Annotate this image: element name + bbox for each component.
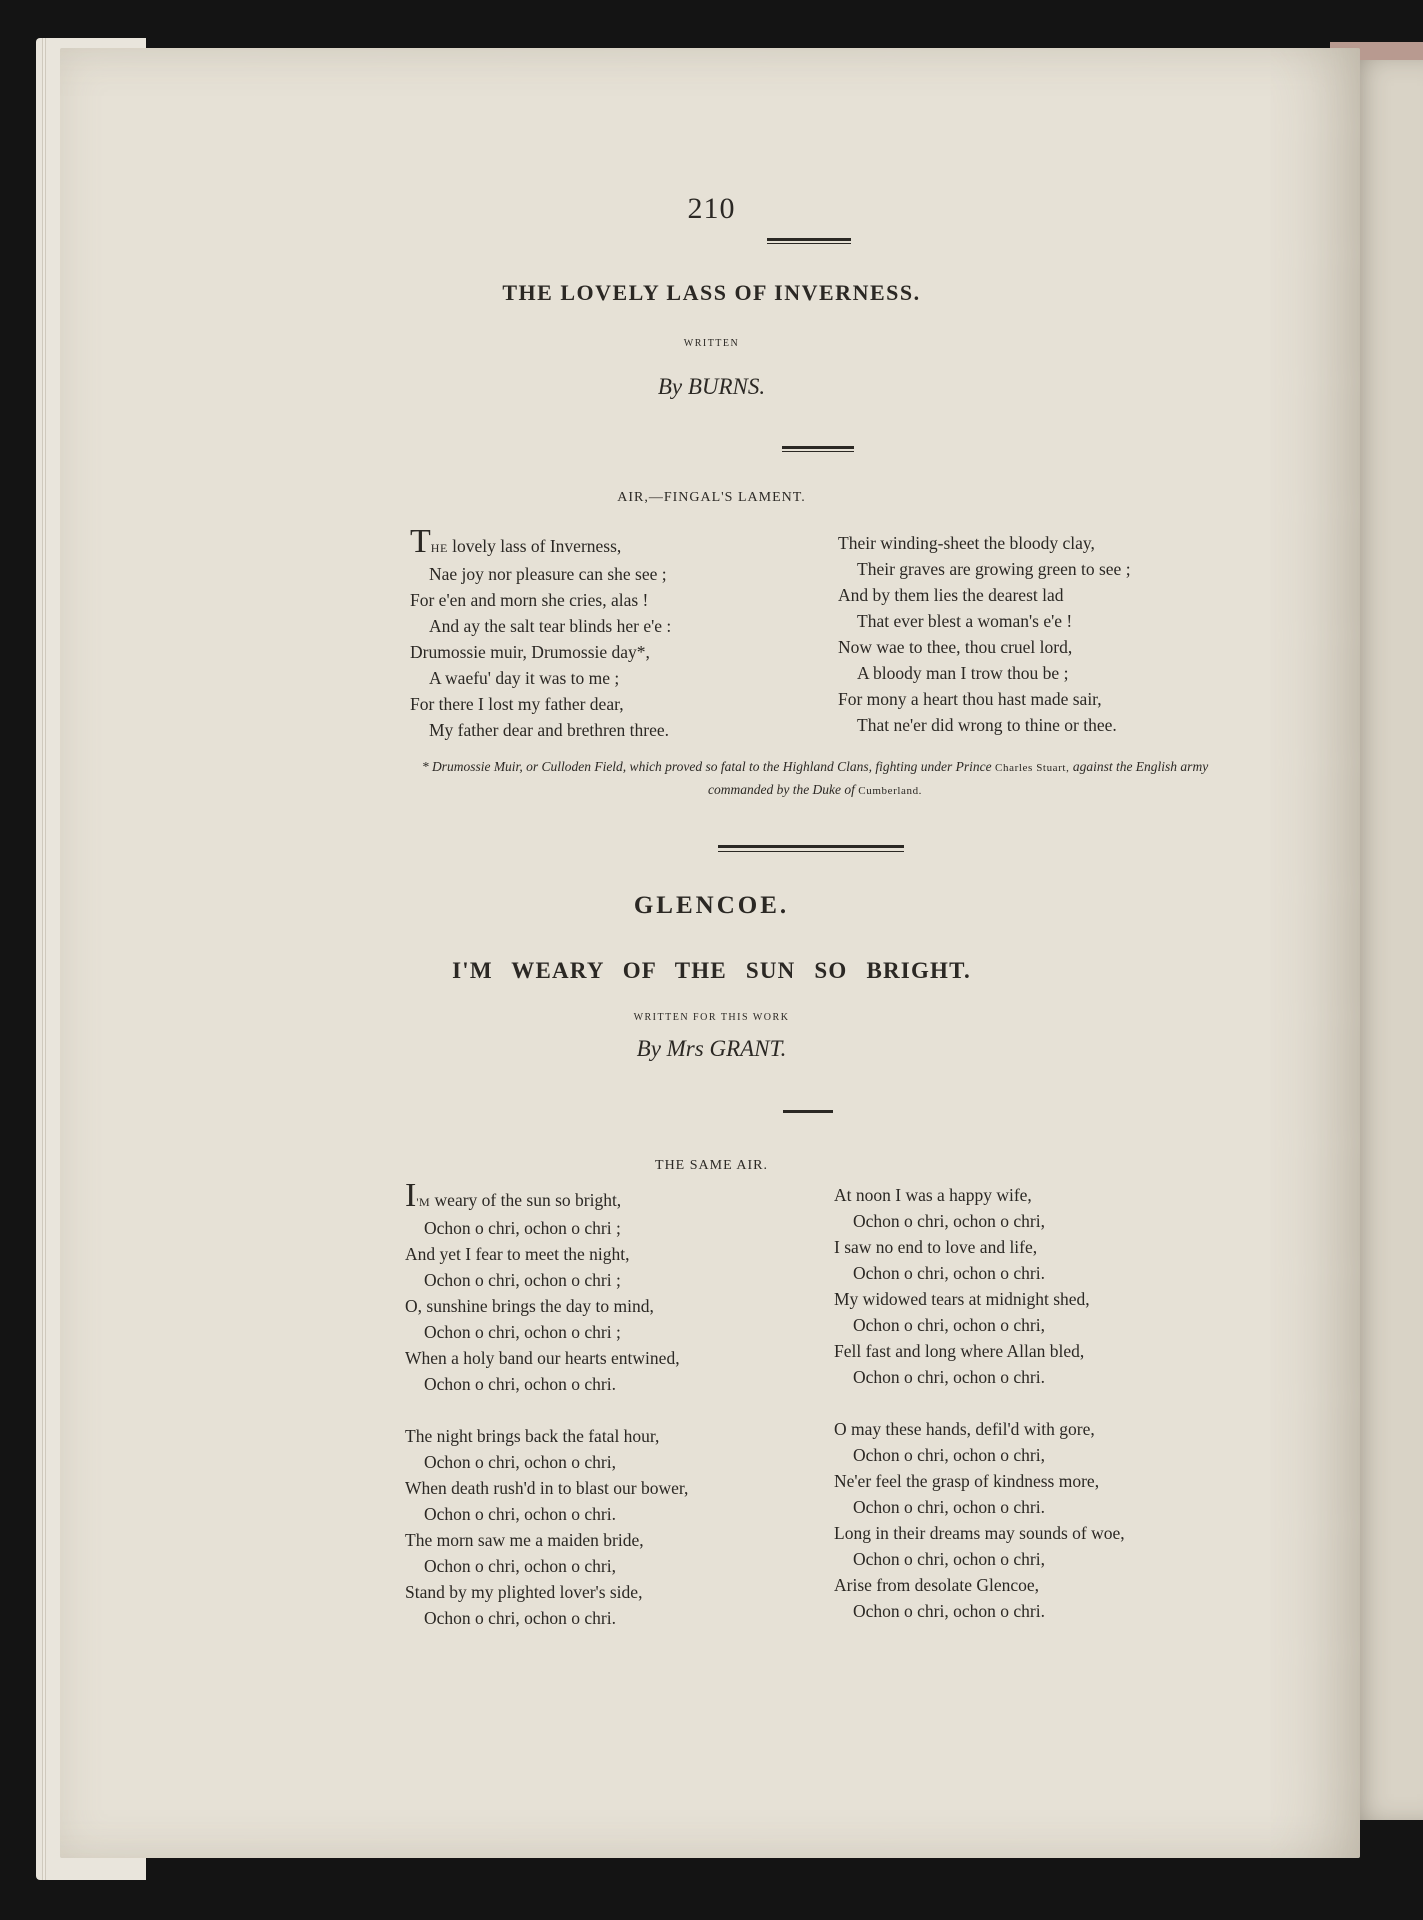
section-rule — [782, 446, 854, 449]
poem-line: Drumossie muir, Drumossie day*, — [410, 642, 650, 662]
author-byline: By BURNS. — [657, 374, 766, 399]
poem-line: O may these hands, defil'd with gore, — [834, 1419, 1095, 1439]
small-caps-word: 'M — [416, 1195, 431, 1209]
poem-line: Ochon o chri, ochon o chri, — [853, 1315, 1045, 1335]
poem-line: Ochon o chri, ochon o chri, — [853, 1445, 1045, 1465]
poem-column-left — [410, 523, 672, 743]
first-line-rest: weary of the sun so bright, — [430, 1190, 622, 1210]
author-byline: By Mrs GRANT. — [636, 1036, 787, 1061]
footnote-name: Cumberland. — [858, 785, 923, 797]
section-rule — [783, 1110, 833, 1113]
poem-line: For mony a heart thou hast made sair, — [838, 689, 1102, 709]
drop-capital: T — [410, 523, 431, 560]
written-label: WRITTEN FOR THIS WORK — [633, 1012, 790, 1023]
poem-line: My widowed tears at midnight shed, — [834, 1289, 1090, 1309]
poem-column-right — [838, 530, 1131, 738]
poem-line: The night brings back the fatal hour, — [405, 1426, 660, 1446]
poem-line: Ochon o chri, ochon o chri, — [853, 1211, 1045, 1231]
poem-line: Now wae to thee, thou cruel lord, — [838, 637, 1073, 657]
poem-line: When a holy band our hearts entwined, — [405, 1348, 680, 1368]
song-title: GLENCOE. — [633, 892, 790, 919]
poem-line: A waefu' day it was to me ; — [429, 668, 620, 688]
written-label: WRITTEN — [683, 338, 740, 349]
poem-line: Ochon o chri, ochon o chri. — [853, 1601, 1045, 1621]
poem-line: Arise from desolate Glencoe, — [834, 1575, 1040, 1595]
poem-line: And by them lies the dearest lad — [838, 585, 1064, 605]
poem-line: Fell fast and long where Allan bled, — [834, 1341, 1085, 1361]
page-number-rule — [767, 238, 851, 241]
section-rule-thin — [782, 451, 854, 452]
drop-capital: I — [405, 1177, 417, 1214]
poem-line: Ochon o chri, ochon o chri, — [853, 1549, 1045, 1569]
poem-line: For e'en and morn she cries, alas ! — [410, 590, 649, 610]
poem-line: Ochon o chri, ochon o chri ; — [424, 1218, 621, 1238]
poem-line: Long in their dreams may sounds of woe, — [834, 1523, 1125, 1543]
poem-line: Their graves are growing green to see ; — [857, 559, 1131, 579]
poem-line: Ne'er feel the grasp of kindness more, — [834, 1471, 1100, 1491]
poem-line: And ay the salt tear blinds her e'e : — [429, 616, 672, 636]
poem-line: Ochon o chri, ochon o chri. — [853, 1263, 1045, 1283]
song-title: THE LOVELY LASS OF INVERNESS. — [502, 280, 921, 305]
poem-line: Ochon o chri, ochon o chri. — [853, 1497, 1045, 1517]
poem-line: I saw no end to love and life, — [834, 1237, 1038, 1257]
poem-column-right — [834, 1182, 1125, 1624]
poem-line: Ochon o chri, ochon o chri ; — [424, 1270, 621, 1290]
poem-line — [405, 1177, 688, 1215]
page-number: 210 — [687, 192, 736, 225]
poem-line: A bloody man I trow thou be ; — [857, 663, 1069, 683]
poem-line: Ochon o chri, ochon o chri, — [424, 1556, 616, 1576]
poem-line: And yet I fear to meet the night, — [405, 1244, 630, 1264]
book-page — [60, 48, 1360, 1858]
poem-line: Stand by my plighted lover's side, — [405, 1582, 643, 1602]
footnote — [400, 756, 1230, 802]
poem-line: That ever blest a woman's e'e ! — [857, 611, 1073, 631]
poem-column-left — [405, 1177, 689, 1631]
page-number-rule-thin — [767, 243, 851, 244]
poem-line: My father dear and brethren three. — [429, 720, 670, 740]
poem-line: The morn saw me a maiden bride, — [405, 1530, 644, 1550]
poem-line: For there I lost my father dear, — [410, 694, 624, 714]
poem-line: Ochon o chri, ochon o chri, — [424, 1452, 616, 1472]
song-separator-rule — [718, 845, 904, 848]
poem-line: Ochon o chri, ochon o chri ; — [424, 1322, 621, 1342]
air-label: THE SAME AIR. — [655, 1158, 768, 1173]
poem-line: Ochon o chri, ochon o chri. — [424, 1504, 616, 1524]
song-separator-rule-thin — [718, 851, 904, 852]
small-caps-word: HE — [430, 541, 448, 555]
poem-line: Their winding-sheet the bloody clay, — [838, 533, 1095, 553]
first-line-rest: lovely lass of Inverness, — [447, 536, 622, 556]
poem-line: Ochon o chri, ochon o chri. — [424, 1374, 616, 1394]
air-label: AIR,—FINGAL'S LAMENT. — [617, 490, 806, 505]
poem-line: O, sunshine brings the day to mind, — [405, 1296, 654, 1316]
poem-line — [410, 523, 671, 561]
poem-line: Ochon o chri, ochon o chri. — [424, 1608, 616, 1628]
footnote-text: * Drumossie Muir, or Culloden Field, which proved so fatal to the Highland Clans, fighting under Prince — [421, 759, 992, 774]
poem-line: Nae joy nor pleasure can she see ; — [429, 564, 667, 584]
poem-line: Ochon o chri, ochon o chri. — [853, 1367, 1045, 1387]
footnote-name: Charles Stuart, — [995, 762, 1070, 774]
poem-line: At noon I was a happy wife, — [834, 1185, 1032, 1205]
poem-line: When death rush'd in to blast our bower, — [405, 1478, 689, 1498]
song-subtitle: I'M WEARY OF THE SUN SO BRIGHT. — [452, 958, 971, 983]
footnote-text: against the English army commanded by the Duke of — [707, 759, 1209, 797]
poem-line: That ne'er did wrong to thine or thee. — [857, 715, 1117, 735]
